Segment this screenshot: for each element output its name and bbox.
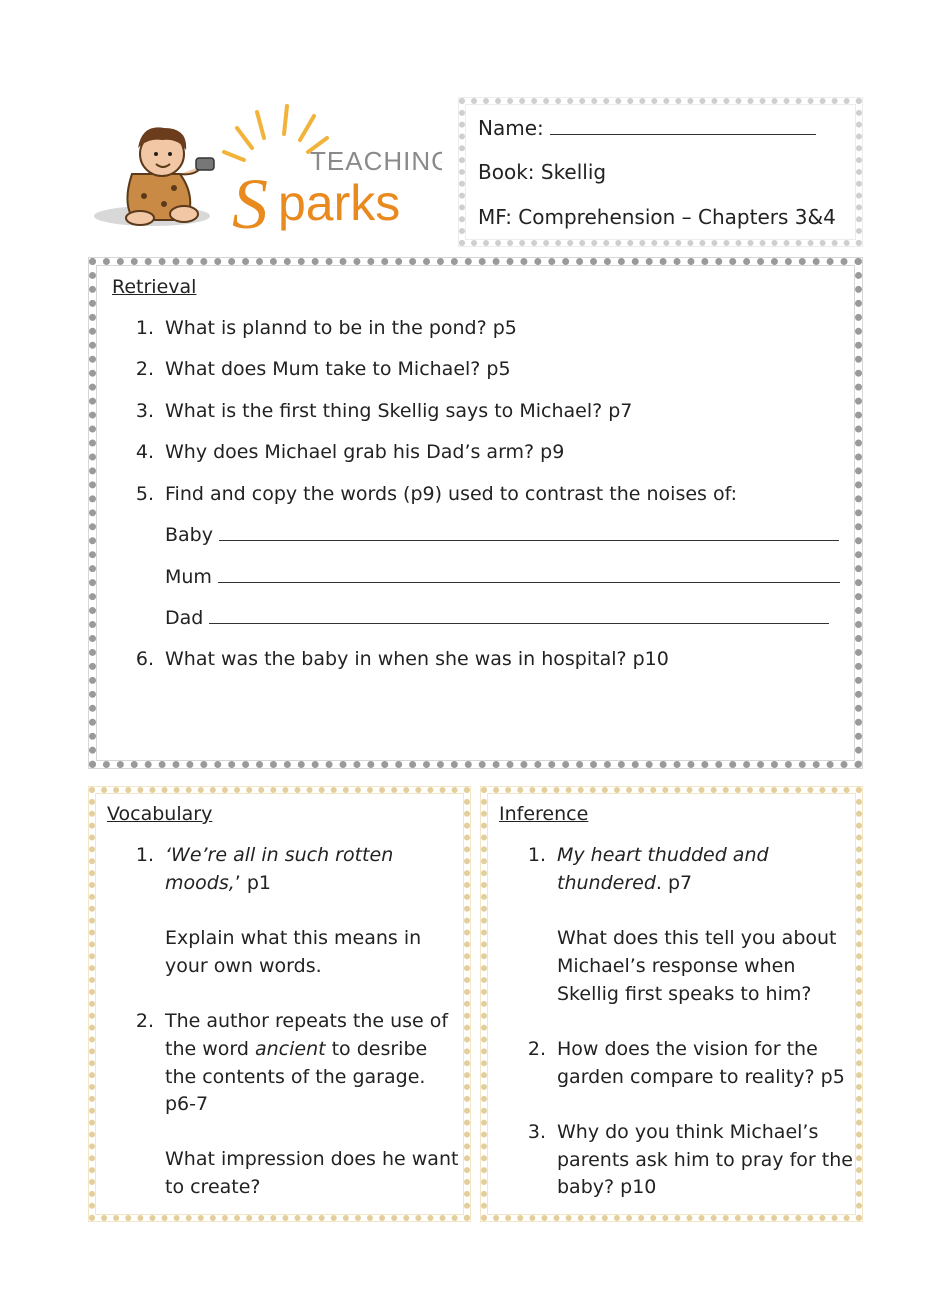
inference-q3-line1: Why do you think Michael’s (557, 1121, 819, 1143)
vocabulary-q2-line2 (165, 1035, 427, 1063)
teaching-sparks-logo (92, 104, 442, 244)
dad-answer-row (165, 604, 829, 632)
retrieval-q1: What is plannd to be in the pond? p5 (165, 317, 517, 339)
retrieval-q3-number: 3. (135, 400, 154, 422)
inference-q1-number: 1. (527, 844, 546, 866)
retrieval-q2: What does Mum take to Michael? p5 (165, 358, 511, 380)
retrieval-q5: Find and copy the words (p9) used to contrast the noises of: (165, 483, 738, 505)
logo-sparks-S: S (232, 164, 268, 244)
retrieval-q5-number: 5. (135, 483, 154, 505)
retrieval-q6: What was the baby in when she was in hospital? p10 (165, 648, 669, 670)
mf-label: MF: Comprehension – Chapters 3&4 (478, 205, 836, 229)
baby-label: Baby (165, 524, 220, 546)
inference-q1-quote-end: thundered (557, 872, 656, 894)
name-answer-line[interactable] (550, 133, 816, 135)
retrieval-q2-number: 2. (135, 358, 154, 380)
inference-q3-line3: baby? p10 (557, 1176, 657, 1198)
mum-label: Mum (165, 566, 218, 588)
inference-q1-quote-line2 (557, 869, 692, 897)
vocabulary-q2-line1: The author repeats the use of (165, 1010, 449, 1032)
retrieval-q3: What is the first thing Skellig says to Michael? p7 (165, 400, 633, 422)
name-label: Name: (478, 116, 551, 140)
retrieval-q4-number: 4. (135, 441, 154, 463)
vocabulary-q2-task-line1: What impression does he want (165, 1148, 459, 1170)
baby-answer-line[interactable] (219, 539, 839, 541)
inference-q1-task-line2: Michael’s response when (557, 955, 796, 977)
vocabulary-q2-word: ancient (254, 1038, 326, 1060)
inference-q3-line2: parents ask him to pray for the (557, 1149, 853, 1171)
retrieval-q1-number: 1. (135, 317, 154, 339)
vocabulary-q1-task-line2: your own words. (165, 955, 322, 977)
vocabulary-q1-quote-line1: ‘We’re all in such rotten (165, 844, 394, 866)
inference-q1-task-line1: What does this tell you about (557, 927, 837, 949)
retrieval-heading: Retrieval (112, 276, 197, 298)
dad-answer-line[interactable] (209, 622, 829, 624)
vocabulary-q1-quote-end: moods, (165, 872, 235, 894)
inference-q2-number: 2. (527, 1038, 546, 1060)
vocabulary-heading: Vocabulary (107, 803, 213, 825)
caveman-mascot-icon (92, 104, 442, 244)
mum-answer-line[interactable] (218, 581, 840, 583)
baby-answer-row (165, 521, 839, 549)
inference-q2-line1: How does the vision for the (557, 1038, 818, 1060)
vocabulary-q1-ref: ’ p1 (234, 872, 271, 894)
vocabulary-q2-line4: p6-7 (165, 1093, 209, 1115)
inference-q1-quote-line1: My heart thudded and (557, 844, 769, 866)
retrieval-q4: Why does Michael grab his Dad’s arm? p9 (165, 441, 565, 463)
name-field-label (478, 114, 816, 142)
dad-label: Dad (165, 607, 210, 629)
retrieval-q6-number: 6. (135, 648, 154, 670)
book-label: Book: Skellig (478, 160, 607, 184)
vocabulary-q2-line2-a: the word (165, 1038, 255, 1060)
vocabulary-q1-quote-line2 (165, 869, 271, 897)
vocabulary-q2-line2-b: to desribe (325, 1038, 428, 1060)
vocabulary-q1-task-line1: Explain what this means in (165, 927, 422, 949)
inference-q2-line2: garden compare to reality? p5 (557, 1066, 845, 1088)
inference-q3-number: 3. (527, 1121, 546, 1143)
inference-q1-task-line3: Skellig first speaks to him? (557, 983, 812, 1005)
vocabulary-q2-line3: the contents of the garage. (165, 1066, 426, 1088)
logo-sparks-rest: parks (278, 175, 401, 231)
logo-teaching-text: TEACHING (310, 146, 442, 176)
inference-heading: Inference (499, 803, 589, 825)
inference-q1-ref: . p7 (655, 872, 693, 894)
mum-answer-row (165, 563, 840, 591)
vocabulary-q2-task-line2: to create? (165, 1176, 261, 1198)
vocabulary-q1-number: 1. (135, 844, 154, 866)
vocabulary-q2-number: 2. (135, 1010, 154, 1032)
